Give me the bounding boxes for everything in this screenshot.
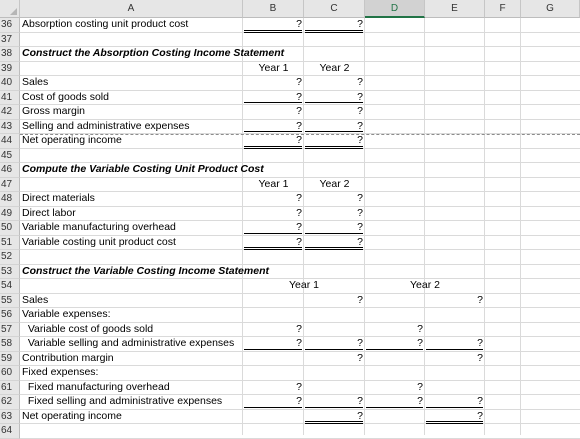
row-header[interactable]: 52 [0, 250, 20, 265]
cell-c59[interactable]: ? [357, 351, 363, 364]
cell-border [244, 131, 302, 132]
cell-border [305, 407, 363, 408]
cell-c48[interactable]: ? [357, 192, 363, 204]
row-header[interactable]: 55 [0, 294, 20, 309]
cell-b62[interactable]: ? [296, 395, 302, 407]
cell-border [426, 421, 483, 424]
cell-border [305, 349, 363, 350]
column-header-d[interactable]: D [365, 0, 425, 18]
row-header[interactable]: 62 [0, 395, 20, 410]
cell-a53[interactable]: Construct the Variable Costing Income Statement [22, 264, 269, 277]
cell-border [426, 407, 483, 408]
gridline-vertical [424, 18, 425, 435]
cell-c44[interactable]: ? [357, 134, 363, 146]
cell-d57[interactable]: ? [417, 322, 423, 335]
cell-c63[interactable]: ? [357, 409, 363, 422]
cell-b39[interactable]: Year 1 [258, 61, 289, 74]
cell-a61[interactable]: Fixed manufacturing overhead [22, 380, 170, 393]
cell-border [305, 233, 363, 234]
row-header[interactable]: 61 [0, 381, 20, 396]
cell-c49[interactable]: ? [357, 206, 363, 219]
cell-b61[interactable]: ? [296, 380, 302, 393]
row-header[interactable]: 39 [0, 62, 20, 77]
row-header[interactable]: 53 [0, 265, 20, 280]
cell-c50[interactable]: ? [357, 221, 363, 233]
row-header[interactable]: 49 [0, 207, 20, 222]
cell-de54[interactable]: Year 2 [410, 279, 440, 291]
cell-a58[interactable]: Variable selling and administrative expenses [22, 337, 235, 349]
cell-c42[interactable]: ? [357, 105, 363, 117]
cell-b48[interactable]: ? [296, 192, 302, 204]
cell-border [244, 407, 302, 408]
row-header[interactable]: 44 [0, 134, 20, 149]
cell-border [244, 146, 302, 149]
row-header[interactable]: 58 [0, 337, 20, 352]
cell-a49[interactable]: Direct labor [22, 206, 76, 219]
cell-border [426, 349, 483, 350]
row-header[interactable]: 63 [0, 410, 20, 425]
cell-a36[interactable]: Absorption costing unit product cost [22, 18, 189, 30]
cell-a40[interactable]: Sales [22, 76, 49, 88]
cell-a41[interactable]: Cost of goods sold [22, 90, 109, 103]
row-header[interactable]: 47 [0, 178, 20, 193]
cell-a55[interactable]: Sales [22, 293, 49, 306]
row-header[interactable]: 50 [0, 221, 20, 236]
cell-b43[interactable]: ? [296, 119, 302, 132]
cell-b58[interactable]: ? [296, 337, 302, 349]
column-header-b[interactable]: B [243, 0, 304, 18]
column-header-c[interactable]: C [304, 0, 365, 18]
cell-a62[interactable]: Fixed selling and administrative expenses [22, 395, 223, 407]
row-header[interactable]: 54 [0, 279, 20, 294]
page-break-line [20, 134, 580, 135]
cell-a60[interactable]: Fixed expenses: [22, 366, 99, 378]
cell-border [244, 102, 302, 103]
cell-a42[interactable]: Gross margin [22, 105, 86, 117]
column-header-a[interactable]: A [20, 0, 243, 18]
cell-border [305, 421, 363, 424]
row-header[interactable]: 57 [0, 323, 20, 338]
cell-c62[interactable]: ? [357, 395, 363, 407]
cell-c58[interactable]: ? [357, 337, 363, 349]
cell-border [305, 131, 363, 132]
row-header[interactable]: 45 [0, 149, 20, 164]
row-header[interactable]: 51 [0, 236, 20, 251]
cell-a38[interactable]: Construct the Absorption Costing Income Statement [22, 47, 285, 59]
cell-border [244, 247, 302, 250]
cell-d62[interactable]: ? [417, 395, 423, 407]
row-header[interactable]: 60 [0, 366, 20, 381]
cell-e58[interactable]: ? [477, 337, 483, 349]
cell-a43[interactable]: Selling and administrative expenses [22, 119, 190, 132]
cell-c43[interactable]: ? [357, 119, 363, 132]
cell-b42[interactable]: ? [296, 105, 302, 117]
row-header[interactable]: 38 [0, 47, 20, 62]
cell-d61[interactable]: ? [417, 380, 423, 393]
cell-border [305, 146, 363, 149]
row-header[interactable]: 56 [0, 308, 20, 323]
row-header[interactable]: 40 [0, 76, 20, 91]
cell-b44[interactable]: ? [296, 134, 302, 146]
cell-border [244, 349, 302, 350]
cell-b36[interactable]: ? [296, 18, 302, 30]
cell-b57[interactable]: ? [296, 322, 302, 335]
cell-bc54[interactable]: Year 1 [289, 279, 319, 291]
cell-border [366, 349, 423, 350]
row-header[interactable]: 37 [0, 33, 20, 48]
cell-border [305, 30, 363, 33]
column-header-g[interactable]: G [521, 0, 580, 18]
cell-b51[interactable]: ? [296, 235, 302, 248]
cell-a44[interactable]: Net operating income [22, 134, 122, 146]
cell-a50[interactable]: Variable manufacturing overhead [22, 221, 176, 233]
gridline-horizontal [20, 438, 580, 439]
cell-e59[interactable]: ? [477, 351, 483, 364]
column-header-f[interactable]: F [485, 0, 521, 18]
cell-c51[interactable]: ? [357, 235, 363, 248]
row-header[interactable]: 43 [0, 120, 20, 135]
cell-d58[interactable]: ? [417, 337, 423, 349]
cell-e63[interactable]: ? [477, 409, 483, 422]
cell-b41[interactable]: ? [296, 90, 302, 103]
cell-border [305, 102, 363, 103]
gridline-vertical [484, 18, 485, 435]
gridline-vertical [520, 18, 521, 435]
row-header[interactable]: 59 [0, 352, 20, 367]
cell-border [244, 30, 302, 33]
row-header[interactable]: 41 [0, 91, 20, 106]
row-header[interactable]: 36 [0, 18, 20, 33]
cell-border [366, 407, 423, 408]
row-header[interactable]: 48 [0, 192, 20, 207]
cell-e62[interactable]: ? [477, 395, 483, 407]
cell-c41[interactable]: ? [357, 90, 363, 103]
cell-border [305, 247, 363, 250]
cell-a57[interactable]: Variable cost of goods sold [22, 322, 154, 335]
cell-c47[interactable]: Year 2 [319, 177, 350, 190]
row-header[interactable]: 42 [0, 105, 20, 120]
cell-b47[interactable]: Year 1 [258, 177, 289, 190]
cell-a48[interactable]: Direct materials [22, 192, 95, 204]
cell-border [244, 233, 302, 234]
cell-a59[interactable]: Contribution margin [22, 351, 114, 364]
cell-c39[interactable]: Year 2 [319, 61, 350, 74]
row-header[interactable]: 46 [0, 163, 20, 178]
cell-a46[interactable]: Compute the Variable Costing Unit Product Cost [22, 163, 264, 175]
cell-b49[interactable]: ? [296, 206, 302, 219]
select-all-corner[interactable] [0, 0, 20, 18]
cell-a63[interactable]: Net operating income [22, 409, 122, 422]
cell-b40[interactable]: ? [296, 76, 302, 88]
cell-a51[interactable]: Variable costing unit product cost [22, 235, 176, 248]
cell-e55[interactable]: ? [477, 293, 483, 306]
cell-b50[interactable]: ? [296, 221, 302, 233]
cell-c36[interactable]: ? [357, 18, 363, 30]
cell-c55[interactable]: ? [357, 293, 363, 306]
column-header-e[interactable]: E [425, 0, 485, 18]
cell-a56[interactable]: Variable expenses: [22, 308, 111, 320]
cell-c40[interactable]: ? [357, 76, 363, 88]
row-header[interactable]: 64 [0, 424, 20, 439]
